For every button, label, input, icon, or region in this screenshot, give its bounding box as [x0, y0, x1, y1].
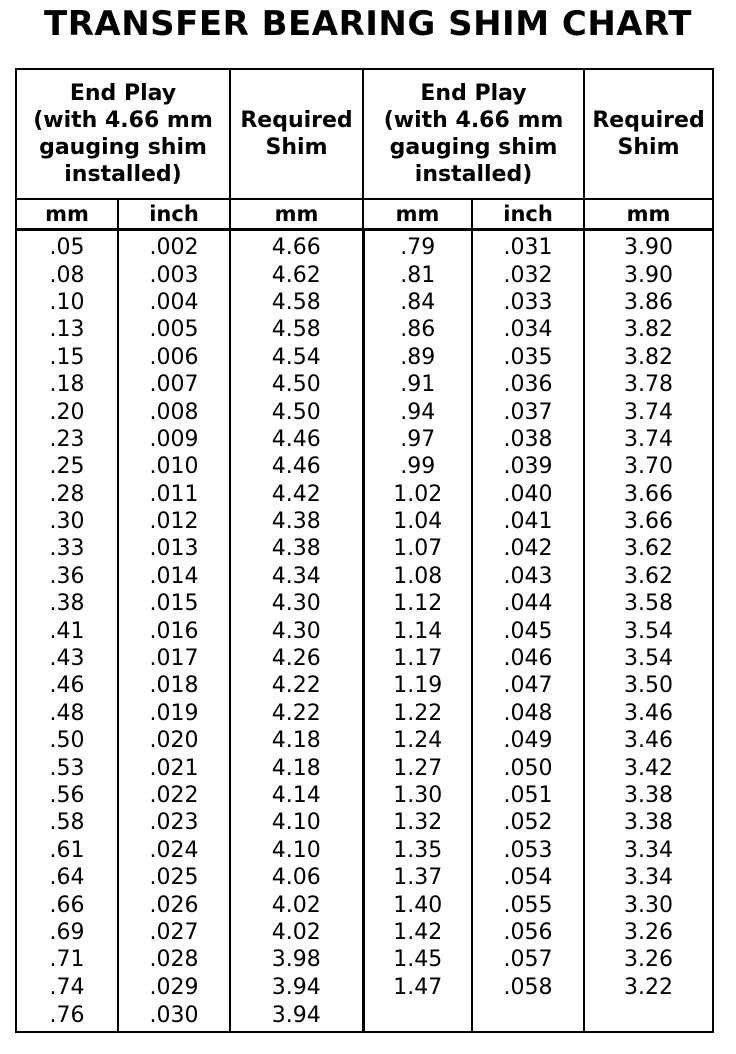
- end-play-inch-left-cell: .005: [118, 316, 230, 343]
- required-shim-mm-right-cell: 3.42: [584, 754, 713, 781]
- table-row: [16, 481, 713, 508]
- end-play-inch-left-cell: .002: [118, 230, 230, 262]
- end-play-inch-left-cell: .007: [118, 371, 230, 398]
- table-row: [16, 230, 713, 262]
- end-play-mm-right-cell: 1.32: [363, 809, 472, 836]
- required-shim-mm-left-cell: 4.30: [230, 617, 363, 644]
- end-play-inch-left-cell: .004: [118, 289, 230, 316]
- required-shim-mm-left-cell: 4.18: [230, 754, 363, 781]
- unit-header-shim-mm-right: mm: [584, 199, 713, 230]
- end-play-mm-right-cell: 1.17: [363, 645, 472, 672]
- end-play-inch-left-cell: .016: [118, 617, 230, 644]
- unit-header-mm-right: mm: [363, 199, 472, 230]
- end-play-inch-right-cell: .032: [472, 261, 584, 288]
- table-row: [16, 645, 713, 672]
- table-row: [16, 672, 713, 699]
- end-play-inch-right-cell: .038: [472, 426, 584, 453]
- required-shim-mm-left-cell: 4.22: [230, 700, 363, 727]
- required-shim-mm-left-cell: 4.62: [230, 261, 363, 288]
- end-play-inch-right-cell: .053: [472, 837, 584, 864]
- required-shim-mm-right-cell: 3.54: [584, 645, 713, 672]
- end-play-inch-right-cell: .031: [472, 230, 584, 262]
- end-play-mm-right-cell: 1.45: [363, 946, 472, 973]
- end-play-inch-right-cell: .056: [472, 919, 584, 946]
- end-play-mm-left-cell: .10: [16, 289, 118, 316]
- table-row: [16, 837, 713, 864]
- end-play-mm-left-cell: .25: [16, 453, 118, 480]
- table-body: [16, 230, 713, 1032]
- end-play-header-right: End Play (with 4.66 mm gauging shim installed): [363, 69, 584, 199]
- end-play-inch-right-cell: .041: [472, 508, 584, 535]
- required-shim-mm-left-cell: 4.38: [230, 508, 363, 535]
- required-shim-mm-right-cell: 3.66: [584, 508, 713, 535]
- required-shim-header-left: Required Shim: [230, 69, 363, 199]
- end-play-mm-left-cell: .69: [16, 919, 118, 946]
- end-play-inch-left-cell: .011: [118, 481, 230, 508]
- end-play-mm-right-cell: .79: [363, 230, 472, 262]
- required-shim-mm-right-cell: 3.22: [584, 974, 713, 1001]
- end-play-mm-right-cell: .89: [363, 344, 472, 371]
- table-row: [16, 1001, 713, 1032]
- end-play-mm-left-cell: .18: [16, 371, 118, 398]
- table-row: [16, 700, 713, 727]
- end-play-mm-left-cell: .71: [16, 946, 118, 973]
- end-play-mm-left-cell: .30: [16, 508, 118, 535]
- end-play-mm-right-cell: 1.37: [363, 864, 472, 891]
- required-shim-mm-right-cell: 3.34: [584, 864, 713, 891]
- table-row: [16, 371, 713, 398]
- end-play-inch-left-cell: .013: [118, 535, 230, 562]
- end-play-mm-right-cell: 1.14: [363, 617, 472, 644]
- required-shim-mm-right-cell: 3.54: [584, 617, 713, 644]
- required-shim-mm-right-cell: 3.38: [584, 782, 713, 809]
- table-row: [16, 974, 713, 1001]
- required-shim-mm-left-cell: 4.10: [230, 809, 363, 836]
- required-shim-mm-left-cell: 4.10: [230, 837, 363, 864]
- required-shim-mm-left-cell: 3.98: [230, 946, 363, 973]
- end-play-inch-right-cell: .043: [472, 563, 584, 590]
- end-play-inch-right-cell: .049: [472, 727, 584, 754]
- end-play-mm-right-cell: 1.12: [363, 590, 472, 617]
- end-play-inch-right-cell: .035: [472, 344, 584, 371]
- required-shim-mm-right-cell: 3.38: [584, 809, 713, 836]
- end-play-mm-left-cell: .46: [16, 672, 118, 699]
- required-shim-mm-right-cell: 3.34: [584, 837, 713, 864]
- end-play-inch-right-cell: .048: [472, 700, 584, 727]
- required-shim-mm-left-cell: 4.30: [230, 590, 363, 617]
- end-play-mm-right-cell: 1.24: [363, 727, 472, 754]
- end-play-inch-right-cell: .051: [472, 782, 584, 809]
- table-row: [16, 891, 713, 918]
- end-play-inch-right-cell: .039: [472, 453, 584, 480]
- header-row-titles: [16, 69, 713, 199]
- end-play-inch-right-cell: .044: [472, 590, 584, 617]
- end-play-mm-left-cell: .76: [16, 1001, 118, 1032]
- end-play-mm-right-cell: [363, 1001, 472, 1032]
- end-play-inch-right-cell: .033: [472, 289, 584, 316]
- end-play-inch-left-cell: .006: [118, 344, 230, 371]
- end-play-inch-right-cell: .052: [472, 809, 584, 836]
- required-shim-mm-left-cell: 4.46: [230, 453, 363, 480]
- end-play-inch-left-cell: .023: [118, 809, 230, 836]
- end-play-mm-left-cell: .28: [16, 481, 118, 508]
- required-shim-mm-left-cell: 4.18: [230, 727, 363, 754]
- end-play-mm-right-cell: 1.47: [363, 974, 472, 1001]
- shim-chart-table: [15, 68, 714, 1033]
- end-play-mm-left-cell: .53: [16, 754, 118, 781]
- end-play-mm-left-cell: .48: [16, 700, 118, 727]
- end-play-header-left: End Play (with 4.66 mm gauging shim installed): [16, 69, 230, 199]
- end-play-mm-left-cell: .41: [16, 617, 118, 644]
- required-shim-mm-left-cell: 4.66: [230, 230, 363, 262]
- end-play-mm-left-cell: .61: [16, 837, 118, 864]
- end-play-mm-left-cell: .23: [16, 426, 118, 453]
- required-shim-mm-left-cell: 4.46: [230, 426, 363, 453]
- end-play-inch-left-cell: .024: [118, 837, 230, 864]
- required-shim-mm-right-cell: 3.58: [584, 590, 713, 617]
- end-play-mm-left-cell: .58: [16, 809, 118, 836]
- table-header: [16, 69, 713, 230]
- header-row-units: [16, 199, 713, 230]
- end-play-mm-left-cell: .36: [16, 563, 118, 590]
- table-row: [16, 809, 713, 836]
- required-shim-mm-right-cell: 3.86: [584, 289, 713, 316]
- required-shim-mm-right-cell: 3.30: [584, 891, 713, 918]
- table-row: [16, 864, 713, 891]
- required-shim-mm-right-cell: 3.46: [584, 727, 713, 754]
- end-play-inch-left-cell: .020: [118, 727, 230, 754]
- required-shim-mm-left-cell: 4.50: [230, 398, 363, 425]
- end-play-mm-right-cell: 1.40: [363, 891, 472, 918]
- end-play-inch-right-cell: .050: [472, 754, 584, 781]
- end-play-inch-left-cell: .030: [118, 1001, 230, 1032]
- end-play-inch-left-cell: .018: [118, 672, 230, 699]
- required-shim-mm-left-cell: 4.34: [230, 563, 363, 590]
- required-shim-mm-left-cell: 3.94: [230, 1001, 363, 1032]
- required-shim-mm-right-cell: 3.50: [584, 672, 713, 699]
- end-play-inch-left-cell: .014: [118, 563, 230, 590]
- end-play-mm-right-cell: 1.08: [363, 563, 472, 590]
- table-row: [16, 508, 713, 535]
- table-row: [16, 453, 713, 480]
- end-play-mm-left-cell: .33: [16, 535, 118, 562]
- required-shim-mm-right-cell: 3.46: [584, 700, 713, 727]
- end-play-mm-right-cell: .94: [363, 398, 472, 425]
- required-shim-mm-right-cell: 3.78: [584, 371, 713, 398]
- end-play-inch-left-cell: .008: [118, 398, 230, 425]
- table-row: [16, 344, 713, 371]
- end-play-inch-right-cell: .054: [472, 864, 584, 891]
- end-play-mm-left-cell: .74: [16, 974, 118, 1001]
- required-shim-mm-left-cell: 4.54: [230, 344, 363, 371]
- end-play-inch-left-cell: .025: [118, 864, 230, 891]
- end-play-inch-left-cell: .012: [118, 508, 230, 535]
- end-play-mm-right-cell: .97: [363, 426, 472, 453]
- required-shim-mm-left-cell: 4.02: [230, 891, 363, 918]
- end-play-inch-right-cell: .045: [472, 617, 584, 644]
- required-shim-mm-right-cell: 3.62: [584, 535, 713, 562]
- required-shim-mm-left-cell: 4.06: [230, 864, 363, 891]
- end-play-mm-right-cell: 1.27: [363, 754, 472, 781]
- end-play-mm-right-cell: .84: [363, 289, 472, 316]
- required-shim-mm-right-cell: 3.70: [584, 453, 713, 480]
- end-play-inch-left-cell: .019: [118, 700, 230, 727]
- table-row: [16, 919, 713, 946]
- table-row: [16, 590, 713, 617]
- end-play-inch-right-cell: .058: [472, 974, 584, 1001]
- table-row: [16, 727, 713, 754]
- unit-header-shim-mm-left: mm: [230, 199, 363, 230]
- end-play-inch-left-cell: .015: [118, 590, 230, 617]
- end-play-inch-left-cell: .003: [118, 261, 230, 288]
- table-row: [16, 261, 713, 288]
- required-shim-mm-right-cell: 3.62: [584, 563, 713, 590]
- table-row: [16, 398, 713, 425]
- required-shim-mm-right-cell: 3.74: [584, 426, 713, 453]
- required-shim-header-right: Required Shim: [584, 69, 713, 199]
- required-shim-mm-right-cell: 3.26: [584, 919, 713, 946]
- end-play-inch-right-cell: .037: [472, 398, 584, 425]
- end-play-mm-left-cell: .64: [16, 864, 118, 891]
- end-play-mm-left-cell: .50: [16, 727, 118, 754]
- unit-header-inch-right: inch: [472, 199, 584, 230]
- end-play-mm-right-cell: 1.02: [363, 481, 472, 508]
- required-shim-mm-left-cell: 4.58: [230, 289, 363, 316]
- chart-title: TRANSFER BEARING SHIM CHART: [44, 4, 692, 44]
- required-shim-mm-left-cell: 4.14: [230, 782, 363, 809]
- end-play-inch-left-cell: .021: [118, 754, 230, 781]
- end-play-mm-right-cell: 1.22: [363, 700, 472, 727]
- end-play-inch-right-cell: [472, 1001, 584, 1032]
- end-play-inch-left-cell: .010: [118, 453, 230, 480]
- end-play-mm-left-cell: .05: [16, 230, 118, 262]
- required-shim-mm-left-cell: 3.94: [230, 974, 363, 1001]
- required-shim-mm-right-cell: 3.90: [584, 230, 713, 262]
- end-play-mm-right-cell: 1.04: [363, 508, 472, 535]
- end-play-inch-right-cell: .046: [472, 645, 584, 672]
- table-row: [16, 289, 713, 316]
- end-play-mm-left-cell: .66: [16, 891, 118, 918]
- end-play-mm-right-cell: .99: [363, 453, 472, 480]
- end-play-mm-right-cell: 1.42: [363, 919, 472, 946]
- end-play-inch-left-cell: .009: [118, 426, 230, 453]
- end-play-inch-left-cell: .017: [118, 645, 230, 672]
- required-shim-mm-right-cell: 3.90: [584, 261, 713, 288]
- required-shim-mm-right-cell: 3.66: [584, 481, 713, 508]
- table-row: [16, 782, 713, 809]
- end-play-mm-left-cell: .15: [16, 344, 118, 371]
- end-play-inch-left-cell: .028: [118, 946, 230, 973]
- required-shim-mm-left-cell: 4.26: [230, 645, 363, 672]
- end-play-inch-left-cell: .027: [118, 919, 230, 946]
- end-play-inch-right-cell: .047: [472, 672, 584, 699]
- end-play-mm-left-cell: .56: [16, 782, 118, 809]
- required-shim-mm-left-cell: 4.42: [230, 481, 363, 508]
- required-shim-mm-left-cell: 4.50: [230, 371, 363, 398]
- end-play-inch-left-cell: .026: [118, 891, 230, 918]
- end-play-mm-left-cell: .38: [16, 590, 118, 617]
- table-row: [16, 754, 713, 781]
- end-play-mm-right-cell: 1.07: [363, 535, 472, 562]
- end-play-mm-right-cell: 1.30: [363, 782, 472, 809]
- end-play-mm-left-cell: .43: [16, 645, 118, 672]
- unit-header-inch-left: inch: [118, 199, 230, 230]
- required-shim-mm-right-cell: 3.82: [584, 344, 713, 371]
- end-play-inch-right-cell: .042: [472, 535, 584, 562]
- end-play-mm-right-cell: .81: [363, 261, 472, 288]
- end-play-mm-right-cell: .91: [363, 371, 472, 398]
- table-row: [16, 535, 713, 562]
- required-shim-mm-left-cell: 4.02: [230, 919, 363, 946]
- required-shim-mm-left-cell: 4.22: [230, 672, 363, 699]
- end-play-inch-right-cell: .055: [472, 891, 584, 918]
- end-play-mm-right-cell: .86: [363, 316, 472, 343]
- end-play-inch-right-cell: .040: [472, 481, 584, 508]
- end-play-mm-right-cell: 1.19: [363, 672, 472, 699]
- required-shim-mm-right-cell: [584, 1001, 713, 1032]
- required-shim-mm-left-cell: 4.58: [230, 316, 363, 343]
- end-play-mm-left-cell: .08: [16, 261, 118, 288]
- end-play-mm-left-cell: .20: [16, 398, 118, 425]
- end-play-inch-left-cell: .029: [118, 974, 230, 1001]
- required-shim-mm-right-cell: 3.74: [584, 398, 713, 425]
- required-shim-mm-right-cell: 3.82: [584, 316, 713, 343]
- table-row: [16, 316, 713, 343]
- table-row: [16, 426, 713, 453]
- end-play-inch-right-cell: .036: [472, 371, 584, 398]
- end-play-inch-left-cell: .022: [118, 782, 230, 809]
- table-row: [16, 563, 713, 590]
- end-play-inch-right-cell: .034: [472, 316, 584, 343]
- end-play-mm-right-cell: 1.35: [363, 837, 472, 864]
- unit-header-mm-left: mm: [16, 199, 118, 230]
- table-row: [16, 946, 713, 973]
- required-shim-mm-left-cell: 4.38: [230, 535, 363, 562]
- end-play-inch-right-cell: .057: [472, 946, 584, 973]
- end-play-mm-left-cell: .13: [16, 316, 118, 343]
- table-row: [16, 617, 713, 644]
- required-shim-mm-right-cell: 3.26: [584, 946, 713, 973]
